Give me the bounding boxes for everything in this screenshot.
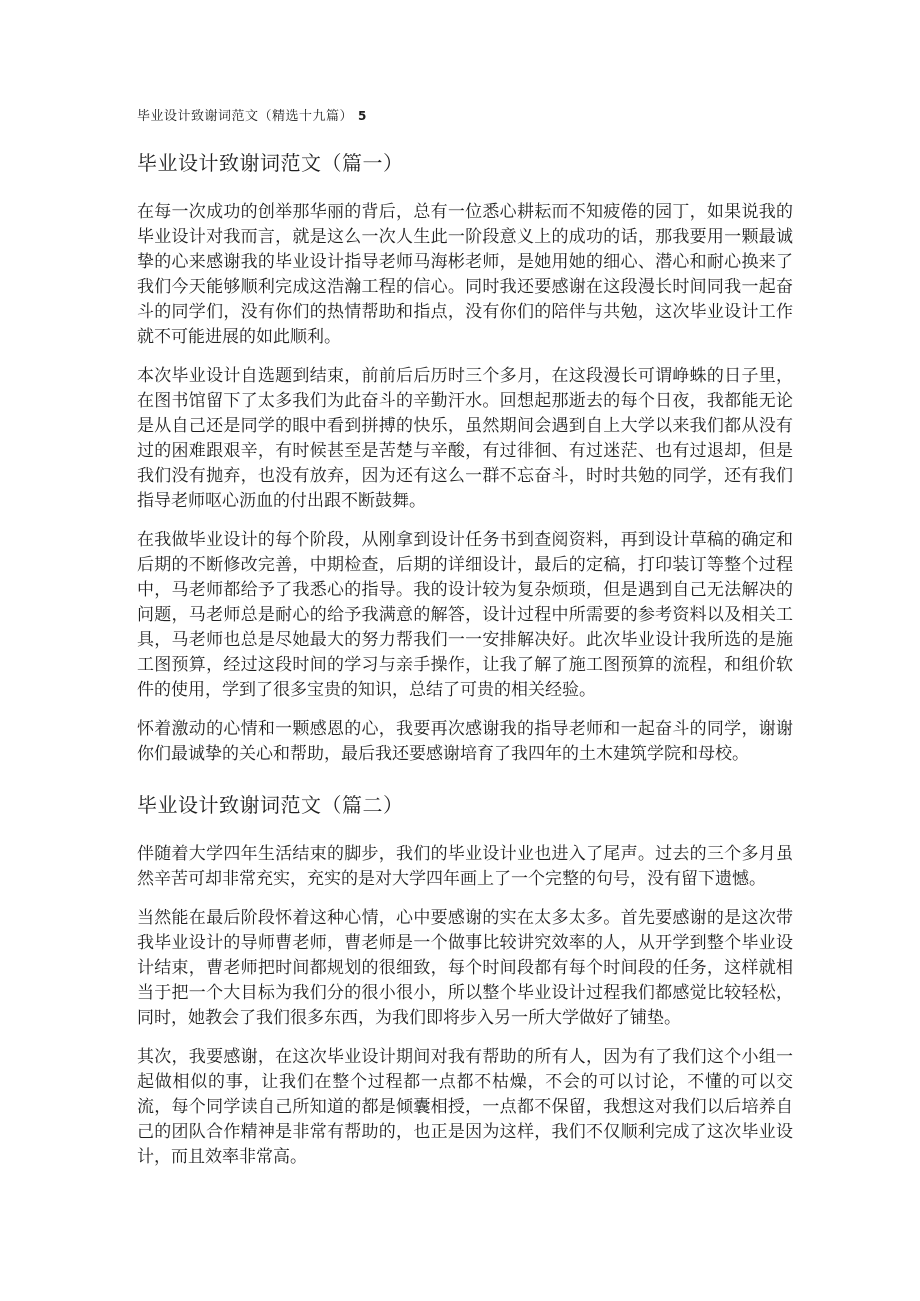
header-title: 毕业设计致谢词范文（精选十九篇） (137, 109, 354, 124)
section-essay-1 (137, 149, 793, 767)
section-essay-2 (137, 791, 793, 1170)
section-1-paragraph-2: 本次毕业设计自选题到结束，前前后后历时三个多月，在这段漫长可谓峥蛛的日子里，在图书馆留下了太多我们为此奋斗的辛勤汗水。回想起那逝去的每个日夜，我都能无论是从自己还是同学的眼中看到拼搏的快乐，虽然期间会遇到自上大学以来我们都从没有过的困难跟艰辛，有时候甚至是苦楚与辛酸，有过徘徊、有过迷茫、也有过退却，但是我们没有抛弃，也没有放弃，因为还有这么一群不忘奋斗，时时共勉的同学，还有我们指导老师呕心沥血的付出跟不断鼓舞。 (137, 366, 793, 511)
section-2-paragraph-3: 其次，我要感谢，在这次毕业设计期间对我有帮助的所有人，因为有了我们这个小组一起做相似的事，让我们在整个过程都一点都不枯燥，不会的可以讨论，不懂的可以交流，每个同学读自己所知道的都是倾囊相授，一点都不保留，我想这对我们以后培养自己的团队合作精神是非常有帮助的，也正是因为这样，我们不仅顺利完成了这次毕业设计，而且效率非常高。 (137, 1047, 793, 1167)
section-1-heading: 毕业设计致谢词范文（篇一） (137, 151, 404, 175)
document-header (137, 108, 793, 125)
section-2-heading: 毕业设计致谢词范文（篇二） (137, 793, 404, 817)
section-2-paragraph-1: 伴随着大学四年生活结束的脚步，我们的毕业设计业也进入了尾声。过去的三个多月虽然辛苦可却非常充实，充实的是对大学四年画上了一个完整的句号，没有留下遗憾。 (137, 844, 793, 889)
header-page-number: 5 (358, 109, 367, 123)
section-1-paragraph-3: 在我做毕业设计的每个阶段，从刚拿到设计任务书到查阅资料，再到设计草稿的确定和后期的不断修改完善，中期检查，后期的详细设计，最后的定稿，打印装订等整个过程中，马老师都给予了我悉心的指导。我的设计较为复杂烦琐，但是遇到自己无法解决的问题，马老师总是耐心的给予我满意的解答，设计过程中所需要的参考资料以及相关工具，马老师也总是尽她最大的努力帮我们一一安排解决好。此次毕业设计我所选的是施工图预算，经过这段时间的学习与亲手操作，让我了解了施工图预算的流程，和组价软件的使用，学到了很多宝贵的知识，总结了可贵的相关经验。 (137, 530, 793, 700)
section-1-paragraph-4: 怀着激动的心情和一颗感恩的心，我要再次感谢我的指导老师和一起奋斗的同学，谢谢你们最诚挚的关心和帮助，最后我还要感谢培育了我四年的土木建筑学院和母校。 (137, 719, 793, 764)
section-2-paragraph-2: 当然能在最后阶段怀着这种心情，心中要感谢的实在太多太多。首先要感谢的是这次带我毕业设计的导师曹老师，曹老师是一个做事比较讲究效率的人，从开学到整个毕业设计结束，曹老师把时间都规划的很细致，每个时间段都有每个时间段的任务，这样就相当于把一个大目标为我们分的很小很小，所以整个毕业设计过程我们都感觉比较轻松，同时，她教会了我们很多东西，为我们即将步入另一所大学做好了铺垫。 (137, 908, 793, 1028)
section-1-paragraph-1: 在每一次成功的创举那华丽的背后，总有一位悉心耕耘而不知疲倦的园丁，如果说我的毕业设计对我而言，就是这么一次人生此一阶段意义上的成功的话，那我要用一颗最诚挚的心来感谢我的毕业设计指导老师马海彬老师，是她用她的细心、潜心和耐心换来了我们今天能够顺利完成这浩瀚工程的信心。同时我还要感谢在这段漫长时间同我一起奋斗的同学们，没有你们的热情帮助和指点，没有你们的陪伴与共勉，这次毕业设计工作就不可能进展的如此顺利。 (137, 202, 793, 347)
